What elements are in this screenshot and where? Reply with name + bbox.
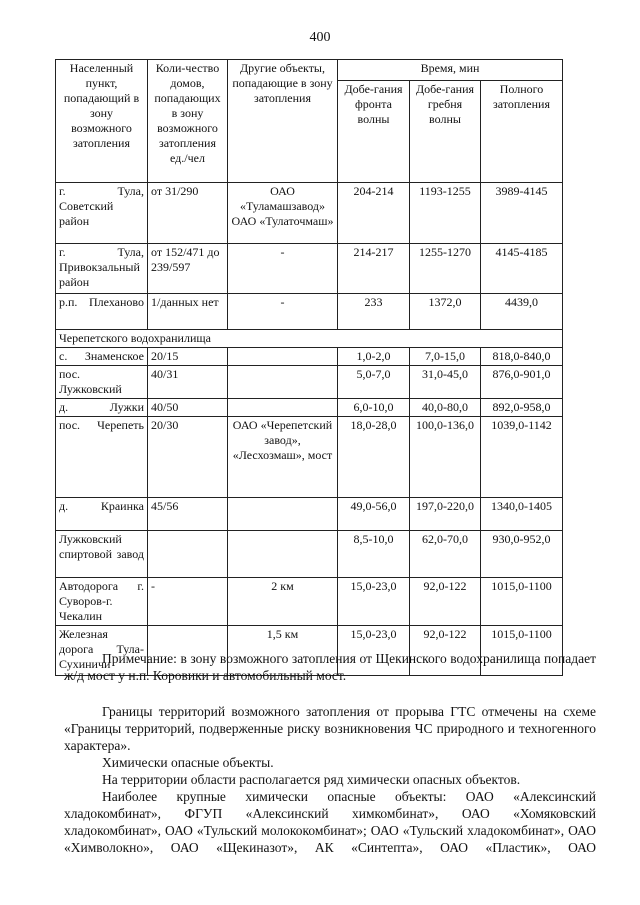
table-row (56, 348, 563, 366)
cell-crest: 92,0-122 (410, 578, 481, 626)
cell-objects (228, 366, 338, 399)
header-time: Время, мин (338, 60, 563, 81)
cell-crest: 40,0-80,0 (410, 399, 481, 417)
cell-settlement: пос. Черепеть (56, 417, 148, 498)
cell-crest: 100,0-136,0 (410, 417, 481, 498)
cell-objects: 1,5 км (228, 626, 338, 676)
cell-settlement: Железная дорога Тула-Сухиничи (56, 626, 148, 676)
cell-full: 930,0-952,0 (481, 531, 563, 578)
header-houses: Коли-чество домов, попадающих в зону возможного затопления ед./чел (148, 60, 228, 183)
table-row (56, 399, 563, 417)
table-row (56, 366, 563, 399)
cell-houses: 1/данных нет (148, 294, 228, 330)
cell-crest: 7,0-15,0 (410, 348, 481, 366)
cell-objects: 2 км (228, 578, 338, 626)
page-number: 400 (309, 30, 331, 45)
table-row (56, 183, 563, 244)
paragraph-boundaries: Границы территорий возможного затопления от прорыва ГТС отмечены на схеме «Границы территорий, подверженные риску возникновения ЧС природного и техногенного характера». (64, 704, 596, 753)
cell-front: 5,0-7,0 (338, 366, 410, 399)
cell-front: 1,0-2,0 (338, 348, 410, 366)
cell-front: 233 (338, 294, 410, 330)
cell-houses: - (148, 578, 228, 626)
flood-zone-table (55, 59, 563, 676)
table-row (56, 294, 563, 330)
cell-settlement: Автодорога г. Суворов-г. Чекалин (56, 578, 148, 626)
cell-crest: 1255-1270 (410, 244, 481, 294)
cell-front: 15,0-23,0 (338, 578, 410, 626)
section-label: Черепетского водохранилища (56, 330, 563, 348)
cell-houses: 40/50 (148, 399, 228, 417)
cell-front: 8,5-10,0 (338, 531, 410, 578)
cell-full: 3989-4145 (481, 183, 563, 244)
cell-houses: 20/30 (148, 417, 228, 498)
cell-objects (228, 531, 338, 578)
table-header-row (56, 60, 563, 81)
table-row (56, 578, 563, 626)
table-row (56, 498, 563, 531)
cell-objects: - (228, 294, 338, 330)
body-text (64, 703, 596, 856)
cell-crest: 1372,0 (410, 294, 481, 330)
cell-objects: - (228, 244, 338, 294)
cell-front: 6,0-10,0 (338, 399, 410, 417)
cell-full: 818,0-840,0 (481, 348, 563, 366)
cell-crest: 31,0-45,0 (410, 366, 481, 399)
paragraph-chemical-heading: Химически опасные объекты. (102, 755, 274, 770)
header-settlement: Населенный пункт, попадающий в зону возможного затопления (56, 60, 148, 183)
cell-full: 876,0-901,0 (481, 366, 563, 399)
cell-objects (228, 399, 338, 417)
cell-settlement: с. Знаменское (56, 348, 148, 366)
cell-settlement: Лужковский спиртовой завод (56, 531, 148, 578)
cell-full: 1340,0-1405 (481, 498, 563, 531)
cell-crest: 92,0-122 (410, 626, 481, 676)
cell-full: 892,0-958,0 (481, 399, 563, 417)
cell-houses: 40/31 (148, 366, 228, 399)
cell-objects: ОАО «Туламашзавод» ОАО «Тулаточмаш» (228, 183, 338, 244)
cell-front: 15,0-23,0 (338, 626, 410, 676)
cell-houses: от 31/290 (148, 183, 228, 244)
cell-crest: 197,0-220,0 (410, 498, 481, 531)
cell-crest: 1193-1255 (410, 183, 481, 244)
cell-full: 1039,0-1142 (481, 417, 563, 498)
cell-settlement: р.п. Плеханово (56, 294, 148, 330)
cell-objects: ОАО «Черепетский завод», «Лесхозмаш», мост (228, 417, 338, 498)
cell-settlement: д. Краинка (56, 498, 148, 531)
cell-crest: 62,0-70,0 (410, 531, 481, 578)
header-objects: Другие объекты, попадающие в зону затопления (228, 60, 338, 183)
cell-front: 18,0-28,0 (338, 417, 410, 498)
cell-houses: от 152/471 до 239/597 (148, 244, 228, 294)
cell-front: 49,0-56,0 (338, 498, 410, 531)
header-full: Полного затопления (481, 81, 563, 183)
table-row (56, 244, 563, 294)
cell-objects (228, 498, 338, 531)
header-crest: Добе-гания гребня волны (410, 81, 481, 183)
cell-full: 4145-4185 (481, 244, 563, 294)
cell-houses (148, 531, 228, 578)
cell-settlement: г. Тула, Советский район (56, 183, 148, 244)
paragraph-chemical-intro: На территории области располагается ряд химически опасных объектов. (102, 772, 521, 787)
table-note (64, 650, 596, 684)
cell-settlement: пос. Лужковский (56, 366, 148, 399)
cell-full: 1015,0-1100 (481, 626, 563, 676)
cell-houses: 45/56 (148, 498, 228, 531)
note-text: Примечание: в зону возможного затопления от Щекинского водохранилища попадает ж/д мост у н.п. Коровики и автомобильный мост. (64, 651, 596, 683)
cell-front: 214-217 (338, 244, 410, 294)
cell-full: 4439,0 (481, 294, 563, 330)
cell-objects (228, 348, 338, 366)
cell-front: 204-214 (338, 183, 410, 244)
cell-full: 1015,0-1100 (481, 578, 563, 626)
section-row (56, 330, 563, 348)
cell-settlement: г. Тула, Привокзальный район (56, 244, 148, 294)
table-row (56, 417, 563, 498)
cell-houses: 20/15 (148, 348, 228, 366)
table-row (56, 531, 563, 578)
paragraph-chemical-list: Наиболее крупные химически опасные объекты: ОАО «Алексинский хладокомбинат», ФГУП «Алексинский химкомбинат», ОАО «Хомяковский хладокомбинат», ОАО «Тульский молококомбинат»; ОАО «Тульский хладокомбинат», ОАО «Химволокно», ОАО «Щекиназот», АК «Синтепта», ОАО «Пластик», ОАО (64, 789, 596, 855)
header-front: Добе-гания фронта волны (338, 81, 410, 183)
cell-settlement: д. Лужки (56, 399, 148, 417)
